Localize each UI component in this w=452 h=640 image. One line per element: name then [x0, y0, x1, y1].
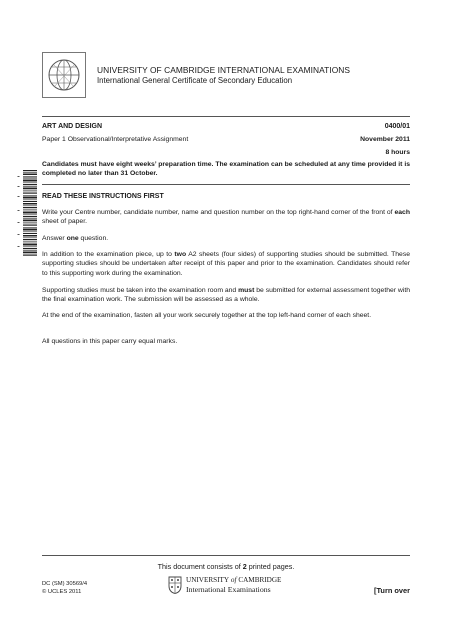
exam-session: November 2011	[360, 136, 410, 143]
document-code: DC (SM) 30569/4	[42, 581, 88, 587]
qualification-name: International General Certificate of Secondary Education	[97, 76, 293, 85]
middle-divider	[42, 184, 410, 185]
instruction-fasten-work: At the end of the examination, fasten all your work securely together at the top left-hand corner of each sheet.	[42, 312, 372, 319]
copyright-notice: © UCLES 2011	[42, 589, 82, 595]
footer-divider	[42, 555, 410, 556]
instruction-answer-one: Answer one question.	[42, 235, 109, 242]
cambridge-logo	[168, 576, 288, 596]
instruction-equal-marks: All questions in this paper carry equal marks.	[42, 338, 178, 345]
preparation-note: Candidates must have eight weeks’ preparation time. The examination can be scheduled at any time provided it is completed no later than 31 October.	[42, 161, 410, 178]
institution-name: UNIVERSITY OF CAMBRIDGE INTERNATIONAL EXAMINATIONS	[97, 65, 351, 75]
exam-duration: 8 hours	[385, 149, 410, 156]
barcode-icon	[17, 170, 37, 256]
instruction-supporting-sheets: In addition to the examination piece, up to two A2 sheets (four sides) of supporting studies should be submitted. These supporting studies should be undertaken after receipt of this paper and prior to the examination. Candidates should refer to this supporting work during the examination.	[42, 251, 410, 277]
paper-title: Paper 1 Observational/Interpretative Assignment	[42, 136, 189, 143]
top-divider	[42, 116, 410, 117]
instruction-centre-number: Write your Centre number, candidate number, name and question number on the top right-hand corner of the front of each sheet of paper.	[42, 209, 410, 226]
cambridge-logo-exams: International Examinations	[186, 585, 271, 594]
exam-code: 0400/01	[384, 123, 410, 130]
subject-title: ART AND DESIGN	[42, 123, 103, 130]
document-codes	[42, 580, 87, 596]
cambridge-logo-university: UNIVERSITY of CAMBRIDGE	[186, 576, 282, 584]
instructions-heading: READ THESE INSTRUCTIONS FIRST	[42, 193, 164, 200]
instruction-supporting-studies: Supporting studies must be taken into the examination room and must be submitted for external assessment together with the final examination work. The submission will be assessed as a whole.	[42, 287, 411, 304]
globe-icon	[43, 53, 85, 97]
page-count-note: This document consists of 2 printed pages.	[157, 562, 295, 571]
ucie-globe-logo	[42, 52, 86, 98]
turn-over-note: [Turn over	[374, 586, 410, 595]
crest-icon	[168, 576, 182, 594]
